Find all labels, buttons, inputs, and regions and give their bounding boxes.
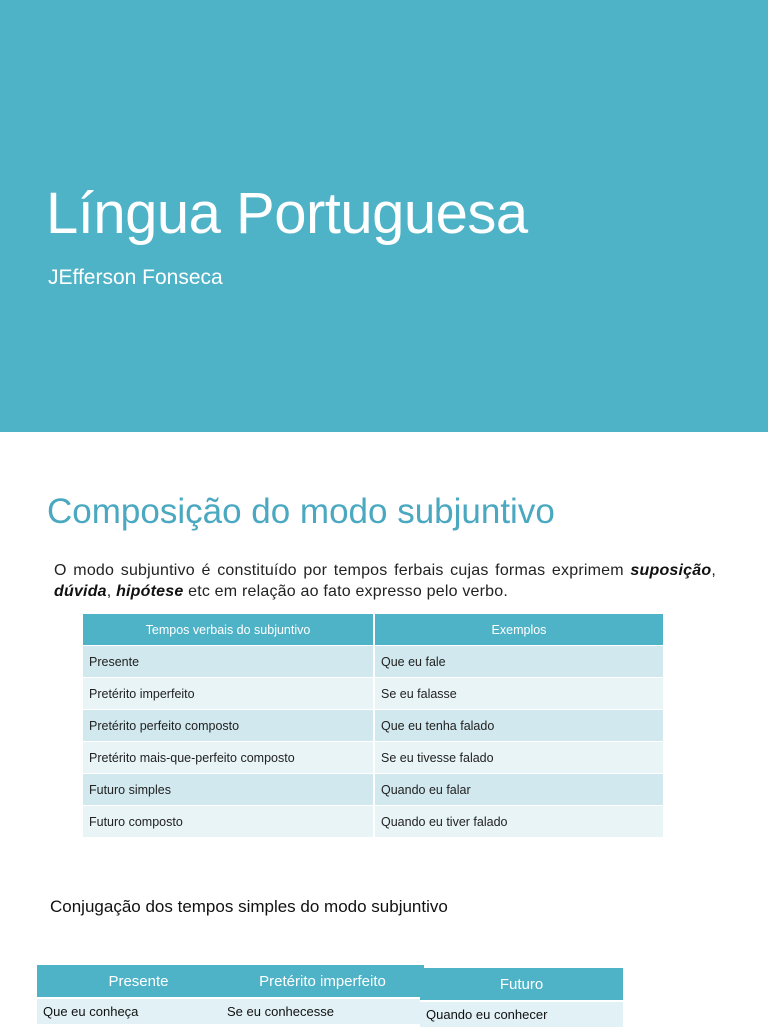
intro-text-start: O modo subjuntivo é constituído por tempos ferbais cujas formas exprimem	[54, 562, 631, 579]
example-cell: Se eu falasse	[374, 678, 664, 710]
mini-table-cell: Quando eu conhecer	[420, 1001, 623, 1027]
table-row	[83, 710, 664, 742]
table-header-row	[83, 614, 664, 646]
tense-cell: Pretérito imperfeito	[83, 678, 374, 710]
tense-cell: Presente	[83, 646, 374, 678]
title-slide	[0, 0, 768, 432]
tense-cell: Pretérito perfeito composto	[83, 710, 374, 742]
preterito-imperfeito-table	[221, 965, 424, 1024]
content-slide	[0, 432, 768, 1024]
section-title: Composição do modo subjuntivo	[47, 492, 555, 531]
mini-table-cell: Se eu conhecesse	[221, 998, 424, 1024]
term-hipotese: hipótese	[116, 583, 184, 600]
mini-table-header: Pretérito imperfeito	[221, 965, 424, 998]
table-row	[83, 742, 664, 774]
example-cell: Se eu tivesse falado	[374, 742, 664, 774]
example-cell: Quando eu falar	[374, 774, 664, 806]
column-header: Exemplos	[374, 614, 664, 646]
table-row	[83, 646, 664, 678]
slide-subtitle: JEfferson Fonseca	[48, 266, 223, 289]
intro-paragraph	[54, 560, 716, 602]
intro-separator: ,	[106, 583, 117, 600]
intro-separator: ,	[711, 562, 716, 579]
intro-text-end: etc em relação ao fato expresso pelo verbo.	[183, 583, 508, 600]
column-header: Tempos verbais do subjuntivo	[83, 614, 374, 646]
tenses-table	[83, 614, 665, 837]
example-cell: Quando eu tiver falado	[374, 806, 664, 838]
term-duvida: dúvida	[54, 583, 107, 600]
mini-table-header: Presente	[37, 965, 240, 998]
presente-table	[37, 965, 240, 1024]
tense-cell: Pretérito mais-que-perfeito composto	[83, 742, 374, 774]
mini-table-cell: Que eu conheça	[37, 998, 240, 1024]
table-row	[83, 678, 664, 710]
table-row	[83, 774, 664, 806]
term-suposicao: suposição	[630, 562, 712, 579]
mini-table-header: Futuro	[420, 968, 623, 1001]
tense-cell: Futuro simples	[83, 774, 374, 806]
table-row	[83, 806, 664, 838]
example-cell: Que eu tenha falado	[374, 710, 664, 742]
example-cell: Que eu fale	[374, 646, 664, 678]
conjugation-heading: Conjugação dos tempos simples do modo subjuntivo	[50, 897, 448, 916]
tense-cell: Futuro composto	[83, 806, 374, 838]
futuro-table	[420, 968, 623, 1027]
slide-title: Língua Portuguesa	[46, 181, 528, 246]
